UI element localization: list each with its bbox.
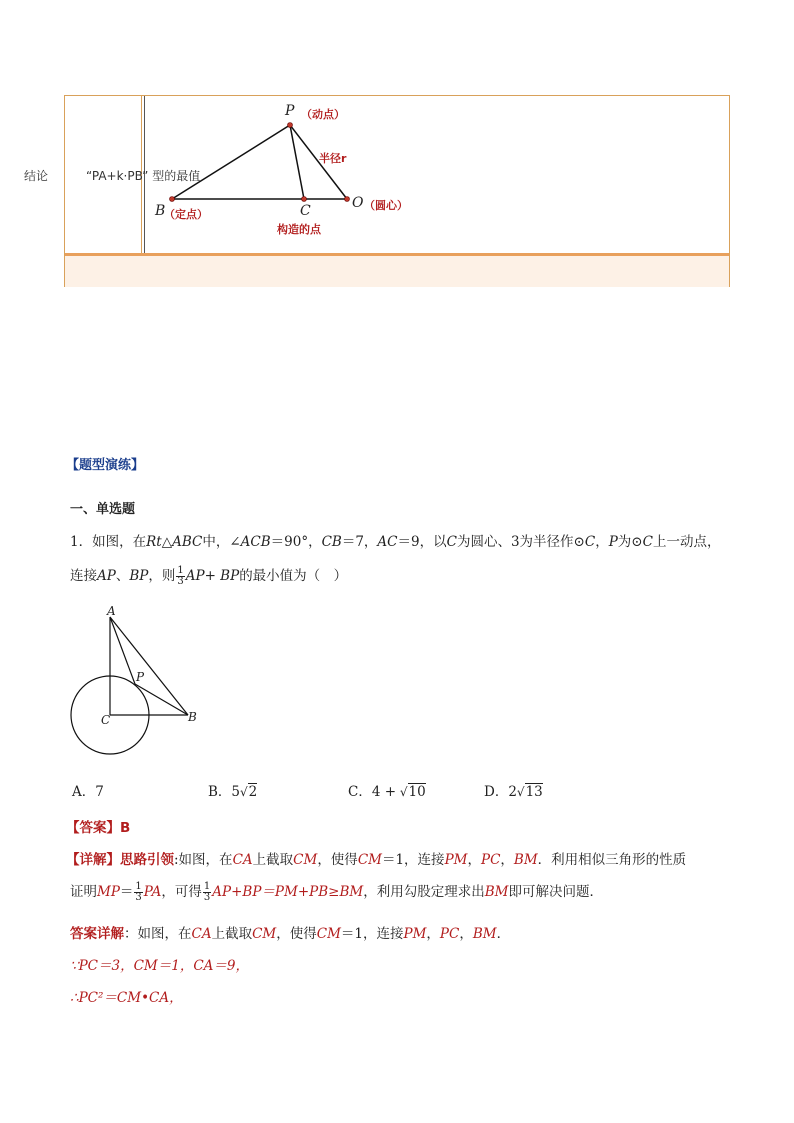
diagram-note-center: （圆心） — [364, 199, 408, 212]
diagram-note-moving-point: （动点） — [301, 108, 345, 121]
choice-d[interactable]: D．2√13 — [484, 784, 543, 800]
detail-line-3: 答案详解：如图，在CA上截取CM，使得CM＝1，连接PM，PC，BM． — [70, 926, 511, 942]
figure-label-a: A — [107, 604, 116, 618]
conclusion-text: “PA+k·PB” 型的最值 — [86, 169, 201, 183]
section-header: 【题型演练】 — [66, 458, 145, 473]
diagram-label-o: O — [352, 195, 364, 211]
detail-line-2: 证明MP＝ $\frac{1}{3}$ PA，可得 $\frac{1}{3}$ AP+BP＝PM+PB≥BM，利用勾股定理求出BM即可解决问题． — [70, 881, 603, 903]
figure-label-c: C — [101, 713, 111, 727]
choice-b[interactable]: B．5√2 — [208, 784, 258, 800]
diagram-label-b: B — [155, 203, 166, 219]
answer-value: B — [120, 820, 131, 836]
diagram-label-p: P — [285, 103, 295, 119]
subsection-title: 一、单选题 — [70, 502, 136, 517]
conclusion-label: 结论 — [24, 169, 49, 183]
diagram-note-fixed-point: （定点） — [164, 208, 208, 221]
figure-label-p: P — [136, 670, 145, 684]
detail-line-5: ∴PC²＝CM•CA， — [70, 990, 183, 1006]
diagram-note-radius: 半径r — [319, 152, 347, 165]
answer-tag: 【答案】 — [66, 820, 120, 836]
fraction-one-third: $\frac{1}{3}$ — [177, 565, 184, 587]
answer-line — [66, 816, 130, 836]
table-conclusion-row — [65, 256, 729, 287]
detail-line-4: ∵PC＝3，CM＝1，CA＝9， — [70, 958, 250, 974]
diagram-note-constructed-point: 构造的点 — [277, 223, 321, 236]
choice-a[interactable]: A．7 — [72, 784, 104, 800]
choice-c[interactable]: C．4 + √10 — [348, 784, 426, 800]
question-line-2: 连接AP、BP，则 $\frac{1}{3}$ AP+ BP的最小值为（ ） — [70, 565, 348, 587]
question-line-1: 1．如图，在Rt△ABC中，∠ACB＝90°，CB＝7，AC＝9，以C为圆心、3为半径作⊙C，P为⊙C上一动点， — [70, 534, 721, 550]
figure-label-b: B — [188, 710, 197, 724]
detail-line-1: 【详解】思路引领:如图，在CA上截取CM，使得CM＝1，连接PM，PC，BM．利用相似三角形的性质 — [66, 852, 687, 868]
diagram-label-c: C — [300, 203, 311, 219]
